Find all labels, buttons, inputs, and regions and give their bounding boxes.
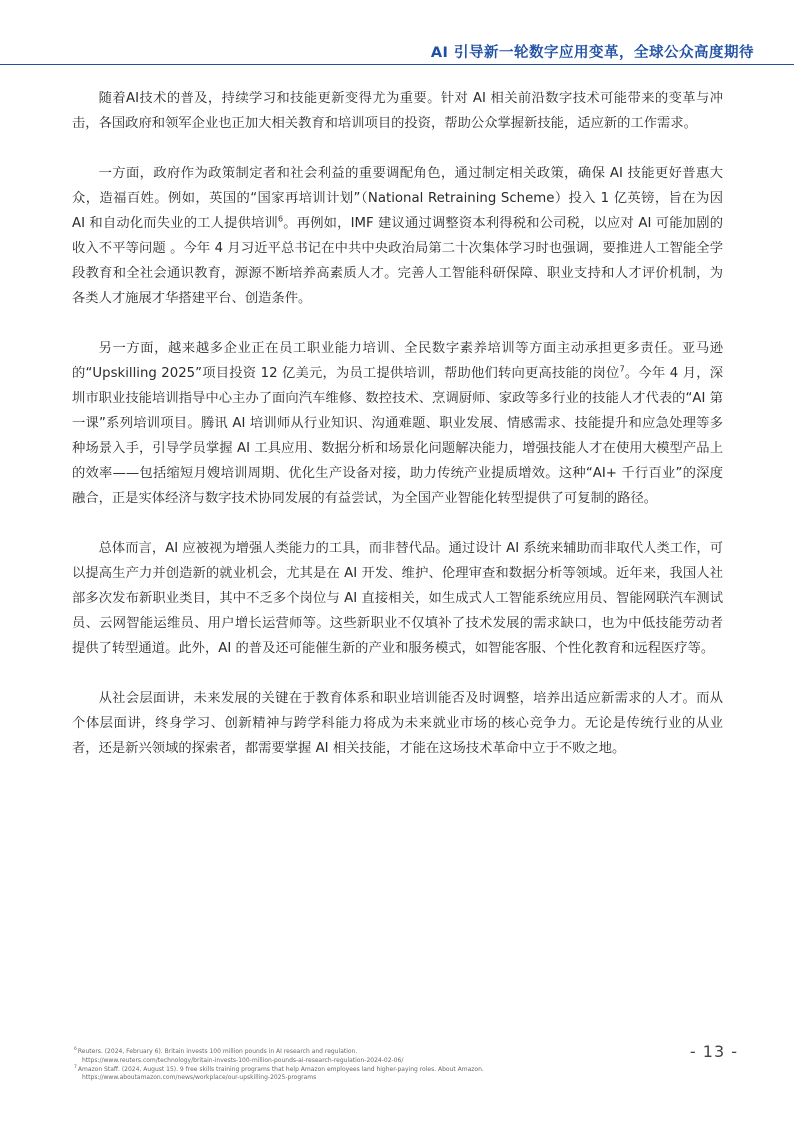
- footnote-ref-6: 6: [278, 214, 284, 224]
- paragraph-2: [72, 161, 723, 311]
- footnote-6-url[interactable]: https://www.reuters.com/technology/britain-invests-100-million-pounds-ai-research-regulation-2024-02-06/: [82, 1056, 404, 1064]
- paragraph-3: [72, 336, 723, 511]
- paragraph-1-text: 随着AI技术的普及，持续学习和技能更新变得尤为重要。针对 AI 相关前沿数字技术可能带来的变革与冲击，各国政府和领军企业也正加大相关教育和培训项目的投资，帮助公众掌握新技能，适应新的工作需求。: [72, 91, 723, 131]
- footnote-6: [74, 1047, 548, 1057]
- footnote-7-url[interactable]: https://www.aboutamazon.com/news/workplace/our-upskilling-2025-programs: [82, 1074, 317, 1082]
- paragraph-1: [72, 86, 723, 136]
- paragraph-4-text: 总体而言，AI 应被视为增强人类能力的工具，而非替代品。通过设计 AI 系统来辅助而非取代人类工作，可以提高生产力并创造新的就业机会，尤其是在 AI 开发、维护、伦理审查和数据分析等领域。近年来，我国人社部多次发布新职业类目，其中不乏多个岗位与 AI 直接相关，如生成式人工智能系统应用员、智能网联汽车测试员、云网智能运维员、用户增长运营师等。这些新职业不仅填补了技术发展的需求缺口，也为中低技能劳动者提供了转型通道。此外，AI 的普及还可能催生新的产业和服务模式，如智能客服、个性化教育和远程医疗等。: [72, 541, 723, 656]
- footnotes: [74, 1047, 548, 1083]
- paragraph-2-text-b: 。再例如，IMF 建议通过调整资本利得税和公司税，以应对 AI 可能加剧的收入不平等问题 。今年 4 月习近平总书记在中共中央政治局第二十次集体学习时也强调，要推进人工智能全学段教育和全社会通识教育，源源不断培养高素质人才。完善人工智能科研保障、职业支持和人才评价机制，为各类人才施展才华搭建平台、创造条件。: [72, 216, 723, 306]
- footnote-7-mark: 7: [74, 1064, 77, 1070]
- page-number: - 13 -: [689, 1042, 738, 1061]
- paragraph-5: [72, 686, 723, 761]
- footnote-6-text: Reuters. (2024, February 6). Britain invests 100 million pounds in AI research and regulation.: [77, 1048, 358, 1055]
- page-header: [0, 0, 794, 66]
- paragraph-5-text: 从社会层面讲，未来发展的关键在于教育体系和职业培训能否及时调整，培养出适应新需求的人才。而从个体层面讲，终身学习、创新精神与跨学科能力将成为未来就业市场的核心竞争力。无论是传统行业的从业者，还是新兴领域的探索者，都需要掌握 AI 相关技能，才能在这场技术革命中立于不败之地。: [72, 691, 723, 756]
- paragraph-3-text-b: 。今年 4 月，深圳市职业技能培训指导中心主办了面向汽车维修、数控技术、烹调厨师、家政等多行业的技能人才代表的“AI 第一课”系列培训项目。腾讯 AI 培训师从行业知识、沟通难题、职业发展、情感需求、技能提升和应急处理等多种场景入手，引导学员掌握 AI 工具应用、数据分析和场景化问题解决能力，增强技能人才在使用大模型产品上的效率——包括缩短月嫂培训周期、优化生产设备对接，助力传统产业提质增效。这种“AI+ 千行百业”的深度融合，正是实体经济与数字技术协同发展的有益尝试，为全国产业智能化转型提供了可复制的路径。: [72, 366, 723, 506]
- paragraph-3-text-a: 另一方面，越来越多企业正在员工职业能力培训、全民数字素养培训等方面主动承担更多责任。亚马逊的“Upskilling 2025”项目投资 12 亿美元，为员工提供培训，帮助他们转向更高技能的岗位: [72, 341, 723, 381]
- main-body: [72, 86, 723, 786]
- paragraph-2-text-a: 一方面，政府作为政策制定者和社会利益的重要调配角色，通过制定相关政策，确保 AI 技能更好普惠大众，造福百姓。例如，英国的“国家再培训计划”（National Retraining Scheme）投入 1 亿英镑，旨在为因 AI 和自动化而失业的工人提供培训: [72, 166, 723, 231]
- footnote-7-text: Amazon Staff. (2024, August 15). 9 free skills training programs that help Amazon employees land higher-paying roles. About Amazon.: [77, 1065, 484, 1073]
- footnote-7: [74, 1064, 548, 1075]
- footnote-ref-7: 7: [619, 364, 625, 374]
- header-title: AI 引导新一轮数字应用变革，全球公众高度期待: [430, 45, 754, 61]
- footnote-6-mark: 6: [74, 1047, 77, 1052]
- header-divider: [0, 64, 794, 65]
- paragraph-4: [72, 536, 723, 661]
